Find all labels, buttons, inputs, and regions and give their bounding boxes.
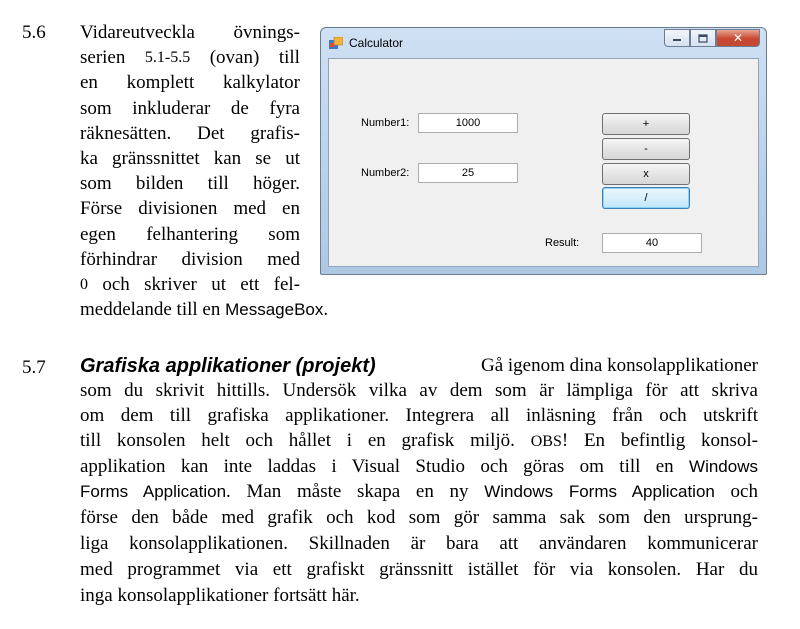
word: ett bbox=[240, 274, 260, 295]
exercise-5-7-line-5 bbox=[80, 456, 758, 478]
exercise-5-7-line-7 bbox=[80, 507, 758, 529]
word: inkluderar bbox=[132, 97, 211, 119]
line-6-rest: och bbox=[714, 481, 758, 502]
exercise-5-6-line bbox=[80, 173, 300, 195]
exercise-5-7-line-9 bbox=[80, 559, 758, 581]
add-button[interactable]: + bbox=[602, 113, 690, 135]
word: serien bbox=[80, 47, 126, 69]
line-10-text: inga konsolapplikationer fortsätt här. bbox=[80, 585, 360, 606]
word: och bbox=[102, 274, 130, 295]
line-1-rest: Gå igenom dina konsolapplikationer bbox=[480, 355, 758, 376]
line-4-content bbox=[80, 430, 758, 453]
word: skriver bbox=[144, 274, 197, 295]
line-5-content bbox=[80, 456, 758, 478]
word: ut bbox=[211, 274, 226, 295]
word: ka bbox=[80, 148, 98, 169]
word: övnings- bbox=[233, 22, 300, 43]
app-form-icon bbox=[329, 37, 343, 49]
word: divisionen bbox=[138, 198, 218, 220]
word: komplett bbox=[126, 72, 195, 94]
exercise-5-6-line bbox=[80, 148, 300, 170]
word: 0 bbox=[80, 276, 88, 293]
subtract-button[interactable]: - bbox=[602, 138, 690, 160]
line-4-text: till konsolen helt och hållet i en grafisk miljö. bbox=[80, 430, 531, 451]
last-line-text: meddelande till en bbox=[80, 299, 226, 320]
line-3-text: om dem till grafiska applikationer. Integrera all inläsning från och utskrift bbox=[80, 405, 758, 426]
exercise-5-7-line-10 bbox=[80, 585, 360, 607]
word: Vidareutveckla bbox=[80, 22, 195, 43]
line-9-text: med programmet via ett grafiskt gränssnitt istället för via konsolen. Har du bbox=[80, 559, 758, 580]
word: (ovan) bbox=[209, 47, 260, 69]
title-bar[interactable] bbox=[321, 28, 766, 58]
number1-input[interactable]: 1000 bbox=[418, 113, 518, 133]
number1-label: Number1: bbox=[361, 117, 410, 129]
exercise-5-7-line-3 bbox=[80, 405, 758, 427]
exercise-5-7-line-2 bbox=[80, 380, 758, 402]
line-5-text: applikation kan inte laddas i Visual Studio och göras om till en bbox=[80, 456, 690, 477]
word: kalkylator bbox=[222, 72, 300, 94]
word: kan bbox=[213, 148, 242, 169]
word: till bbox=[207, 173, 229, 195]
word: ut bbox=[285, 148, 300, 169]
exercise-5-6-last-line bbox=[80, 299, 328, 321]
result-output[interactable]: 40 bbox=[602, 233, 702, 253]
word: fyra bbox=[269, 97, 300, 119]
word: 5.1-5.5 bbox=[144, 49, 191, 67]
exercise-5-7-line-1 bbox=[80, 355, 758, 377]
form-client-area bbox=[328, 58, 759, 267]
word: förhindrar bbox=[80, 248, 158, 270]
word: Det bbox=[197, 122, 225, 144]
word: grafis- bbox=[250, 122, 300, 144]
exercise-5-7-line-8 bbox=[80, 533, 758, 555]
exercise-5-6-line bbox=[80, 249, 300, 271]
exercise-5-7-line-4 bbox=[80, 430, 758, 453]
result-label: Result: bbox=[545, 237, 580, 249]
exercise-5-6-line bbox=[80, 198, 300, 220]
windows-term: Windows bbox=[689, 457, 758, 476]
exercise-5-6-line bbox=[80, 72, 300, 94]
maximize-button[interactable] bbox=[690, 29, 716, 47]
line-7-text: förse den både med grafik och kod som gör samma sak som den ursprung- bbox=[80, 507, 758, 528]
word: division bbox=[181, 248, 243, 270]
number2-label: Number2: bbox=[361, 167, 410, 179]
word: som bbox=[268, 223, 300, 245]
close-button[interactable] bbox=[716, 29, 760, 47]
line-2-text: som du skrivit hittills. Undersök vilka av dem som är lämpliga för att skriva bbox=[80, 380, 758, 401]
exercise-5-6-line bbox=[80, 47, 300, 69]
close-icon: ✕ bbox=[732, 31, 744, 45]
word: till bbox=[278, 47, 300, 69]
window-title: Calculator bbox=[349, 36, 404, 50]
exercise-5-6-line bbox=[80, 22, 300, 44]
word: se bbox=[255, 148, 272, 169]
calculator-window bbox=[320, 27, 767, 275]
word: med bbox=[233, 198, 267, 220]
word: gränssnittet bbox=[112, 148, 200, 169]
word: fel- bbox=[273, 274, 300, 295]
word: Förse bbox=[80, 198, 123, 220]
minimize-icon bbox=[672, 34, 682, 42]
number2-input[interactable]: 25 bbox=[418, 163, 518, 183]
windows-forms-application-term: Windows Forms Application bbox=[484, 482, 715, 501]
obs-marker: OBS bbox=[530, 433, 562, 450]
word: de bbox=[230, 97, 249, 119]
last-line-period: . bbox=[323, 299, 329, 320]
line-8-text: liga konsolapplikationen. Skillnaden är bara att användaren kommunicerar bbox=[80, 533, 758, 554]
word: höger. bbox=[253, 173, 300, 195]
word: en bbox=[282, 198, 300, 220]
exercise-number-5-6: 5.6 bbox=[22, 22, 46, 43]
divide-button[interactable]: / bbox=[602, 187, 690, 209]
word: räknesätten. bbox=[80, 122, 172, 144]
word: som bbox=[80, 173, 112, 195]
word: bilden bbox=[135, 173, 184, 195]
exercise-5-7-line-6 bbox=[80, 481, 758, 503]
exercise-5-6-line bbox=[80, 98, 300, 120]
word: en bbox=[80, 72, 98, 94]
word: som bbox=[80, 97, 112, 119]
exercise-5-6-line bbox=[80, 224, 300, 246]
forms-application-term: Forms Application bbox=[80, 482, 227, 501]
minimize-button[interactable] bbox=[664, 29, 690, 47]
line-6-text: . Man måste skapa en ny bbox=[226, 481, 485, 502]
messagebox-term: MessageBox bbox=[225, 300, 324, 319]
line-4-rest: ! En befintlig konsol- bbox=[561, 430, 758, 451]
line-6-content bbox=[80, 481, 758, 503]
exercise-heading: Grafiska applikationer (projekt) bbox=[80, 355, 376, 377]
word: egen bbox=[80, 223, 116, 245]
exercise-5-6-line bbox=[80, 123, 300, 145]
exercise-number-5-7: 5.7 bbox=[22, 357, 46, 378]
maximize-icon bbox=[698, 34, 708, 43]
exercise-5-6-line bbox=[80, 274, 300, 296]
word: med bbox=[267, 248, 300, 270]
word: felhantering bbox=[146, 223, 238, 245]
multiply-button[interactable]: x bbox=[602, 163, 690, 185]
window-controls bbox=[664, 29, 760, 47]
